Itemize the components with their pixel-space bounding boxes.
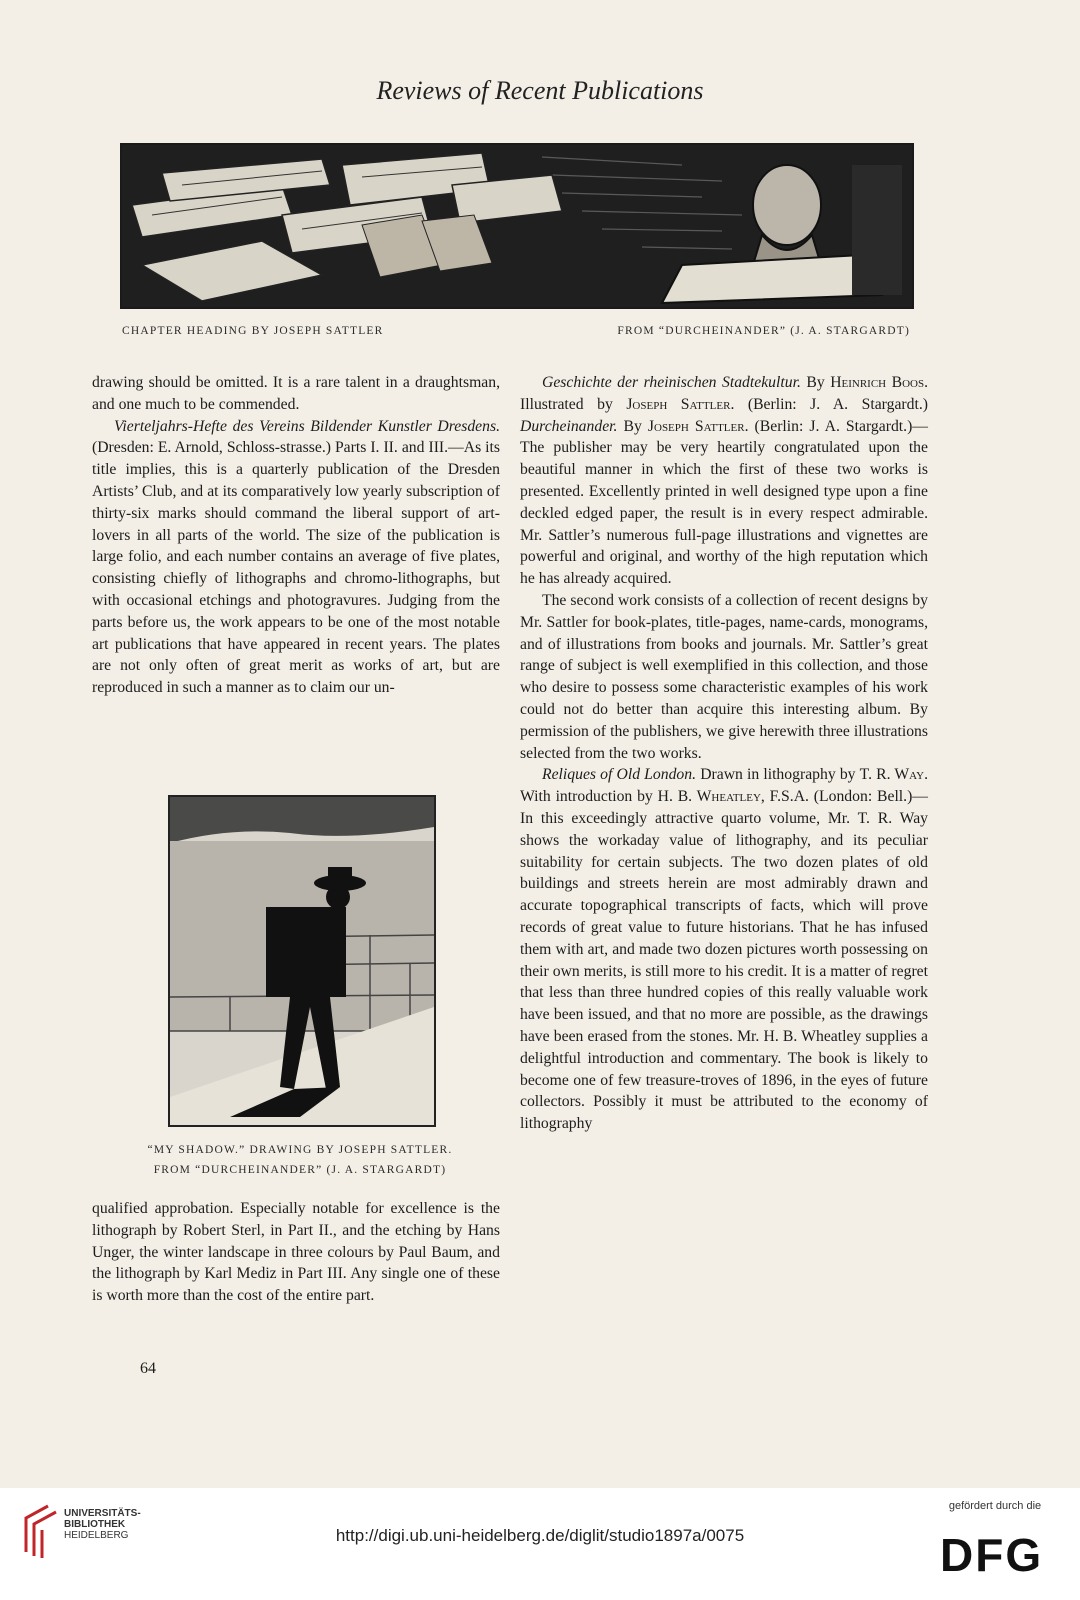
page-number: 64 [140,1360,156,1377]
author-name: Joseph Sattler [647,417,745,435]
paragraph-text: (Dresden: E. Arnold, Schloss-strasse.) Parts I. II. and III.—As its title implies, this is a quarterly publication of the Dresden Artists’ Club, and at its comparatively low yearly subscription of thirty-six marks should command the liberal support of art-lovers in all parts of the world. The size of the publication is large folio, and each number contains an average of five plates, consisting chiefly of lithographs and chromo-lithographs, but with occasional etchings and photogravures. Judging from the parts before us, the work appears to be one of the most notable art publications that have appeared in recent years. The plates are not only often of great merit as works of art, but are reproduced in such a manner as to claim our un- [92,439,500,697]
running-title: Reviews of Recent Publications [376,76,704,105]
paragraph [520,764,928,1135]
my-shadow-illustration [168,795,436,1127]
figure-caption [100,1140,500,1180]
text: . (Berlin: J. A. Stargardt.) [730,395,928,413]
left-column-bottom [92,1198,500,1307]
paragraph [92,416,500,699]
shadow-drawing [170,797,434,1125]
paragraph: drawing should be omitted. It is a rare talent in a draughtsman, and one much to be commended. [92,374,500,413]
left-column-top [92,372,500,699]
text: By [800,374,831,391]
illustrator-name: Joseph Sattler [626,395,731,413]
right-column [520,372,928,1135]
paragraph: qualified approbation. Especially notable for excellence is the lithograph by Robert Sterl, in Part II., and the etching by Hans Unger, the winter landscape in three colours by Paul Baum, and the lithograph by Karl Mediz in Part III. Any single one of these is worth more than the cost of the entire part. [92,1200,500,1305]
figure-caption-line1: “MY SHADOW.” DRAWING BY JOSEPH SATTLER. [147,1144,453,1156]
books-and-reader-drawing [122,145,912,307]
text: Drawn in lithography by [696,766,860,784]
banner-caption-left: CHAPTER HEADING BY JOSEPH SATTLER [122,325,384,337]
publication-title: Geschichte der rheinischen Stadtekultur. [542,374,801,391]
paragraph: The second work consists of a collection of recent designs by Mr. Sattler for book-plates, title-pages, name-cards, monograms, and of illustrations from books and journals. Mr. Sattler’s great range of subject is well exemplified in this collection, and those who desire to possess some characteristic examples of his work could not do better than acquire this interesting album. By permission of the publishers, we give herewith three illustrations selected from the two works. [520,591,928,762]
library-line1: UNIVERSITÄTS- [64,1508,141,1519]
chapter-heading-illustration [120,143,914,309]
publication-title: Durcheinander. [520,417,618,435]
author-name: Heinrich Boos [830,374,925,391]
text: By [617,417,648,435]
library-line2: BIBLIOTHEK [64,1519,126,1530]
banner-caption-right: FROM “DURCHEINANDER” (J. A. STARGARDT) [617,325,910,337]
publication-title: Reliques of Old London. [542,766,697,784]
funded-by-text: gefördert durch die [948,1500,1042,1512]
author-name: T. R. Way [859,766,925,784]
dfg-logo[interactable]: DFG [940,1529,1044,1581]
text: (London: Bell.)—In this exceedingly attractive quarto volume, Mr. T. R. Way shows the workaday value of lithography, and its peculiar suitability for certain subjects. The two dozen plates of old buildings and streets herein are most admirably drawn and accurate topographical transcripts of facts, which will prove records of great value to future historians. That he has infused them with art, and made two dozen pictures worth possessing on their own merits, is still more to his credit. It is a matter of regret that less than three hundred copies of this really valuable work have been issued, and that no more are possible, as the drawings have been erased from the stones. Mr. H. B. Wheatley supplies a delightful introduction and commentary. The book is likely to become one of few treasure-troves of 1896, in the eyes of future collectors. Possibly it must be attributed to the economy of lithography [520,788,928,1133]
figure-caption-line2: FROM “DURCHEINANDER” (J. A. STARGARDT) [153,1164,447,1176]
introducer-name: H. B. Wheatley, F.S.A. [657,788,809,806]
paragraph [520,372,928,590]
text: . With introduction by [520,766,928,806]
text: . (Berlin: J. A. Stargardt.)—The publisher may be very heartily congratulated upon the beautiful manner in which the first of these two works is presented. Excellently printed in well designed type upon a fine deckled edged paper, the result is in every respect admirable. Mr. Sattler’s numerous full-page illustrations and vignettes are powerful and original, and worthy of the high reputation which he has already acquired. [520,417,928,588]
permalink-url[interactable]: http://digi.ub.uni-heidelberg.de/diglit/studio1897a/0075 [335,1526,745,1545]
library-line3: HEIDELBERG [64,1530,129,1541]
text: . Illustrated by [520,374,929,413]
publication-title: Vierteljahrs-Hefte des Vereins Bildender Kunstler Dresdens. [114,417,500,435]
viewer-footer [0,1488,1080,1600]
